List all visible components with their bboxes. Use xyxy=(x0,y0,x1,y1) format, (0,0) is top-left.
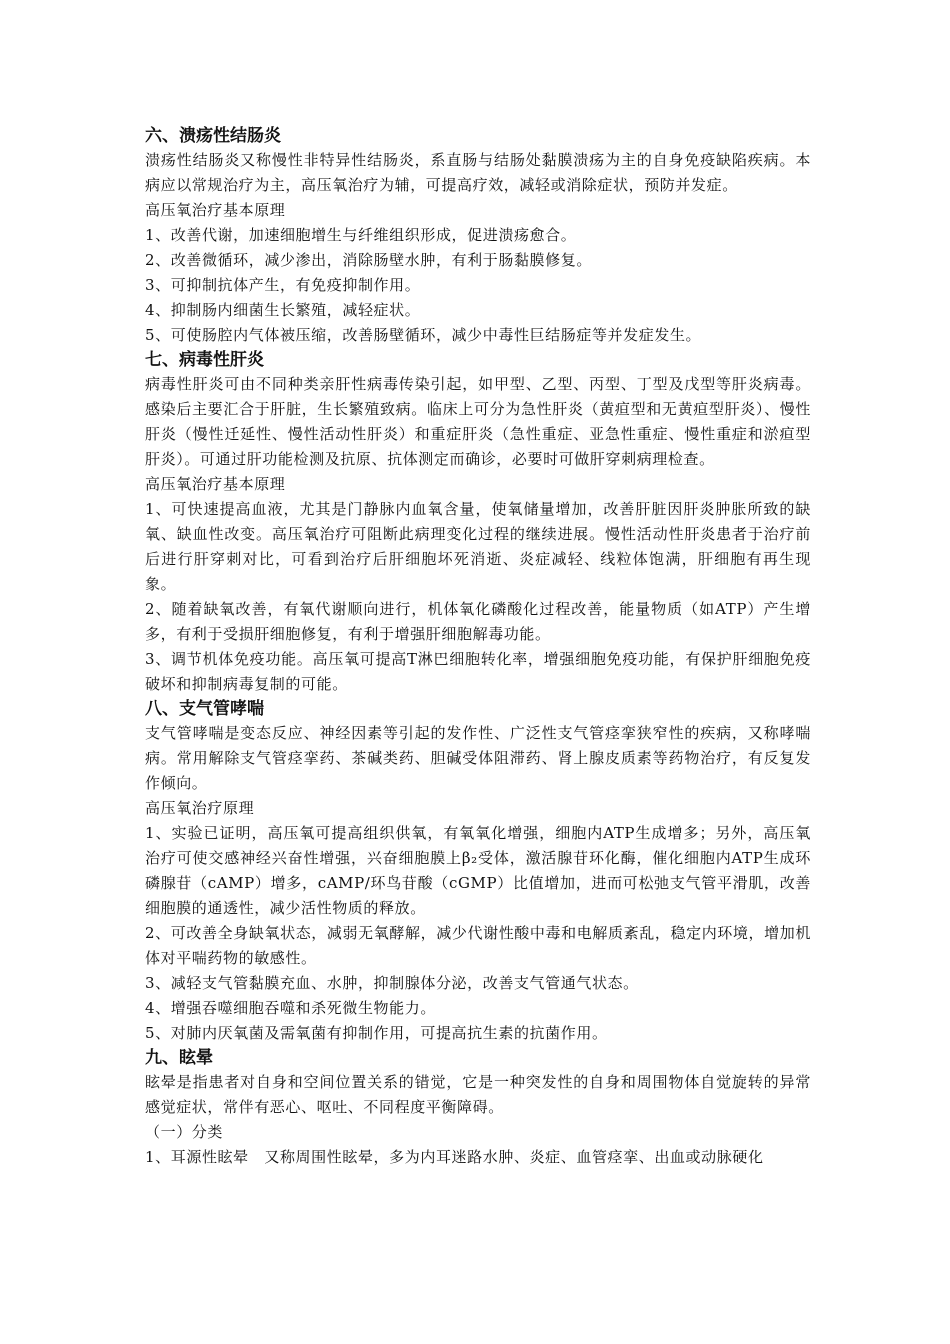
subheading: （一）分类 xyxy=(145,1123,224,1141)
document-page xyxy=(145,124,811,1170)
section-title: 六、溃疡性结肠炎 xyxy=(145,126,281,146)
list-item: 1、改善代谢，加速细胞增生与纤维组织形成，促进溃疡愈合。 xyxy=(145,226,577,244)
list-item: 1、实验已证明，高压氧可提高组织供氧，有氧氧化增强，细胞内ATP生成增多；另外，高压氧治疗可使交感神经兴奋性增强，兴奋细胞膜上β₂受体，激活腺苷环化酶，催化细胞内ATP生成环磷腺苷（cAMP）增多，cAMP/环鸟苷酸（cGMP）比值增加，进而可松弛支气管平滑肌，改善细胞膜的通透性，减少活性物质的释放。 xyxy=(145,824,811,917)
list-item: 1、可快速提高血液，尤其是门静脉内血氧含量，使氧储量增加，改善肝脏因肝炎肿胀所致的缺氧、缺血性改变。高压氧治疗可阻断此病理变化过程的继续进展。慢性活动性肝炎患者于治疗前后进行肝穿刺对比，可看到治疗后肝细胞坏死消逝、炎症减轻、线粒体饱满，肝细胞有再生现象。 xyxy=(145,500,811,593)
section-intro: 病毒性肝炎可由不同种类亲肝性病毒传染引起，如甲型、乙型、丙型、丁型及戊型等肝炎病毒。感染后主要汇合于肝脏，生长繁殖致病。临床上可分为急性肝炎（黄疸型和无黄疸型肝炎）、慢性肝炎（慢性迁延性、慢性活动性肝炎）和重症肝炎（急性重症、亚急性重症、慢性重症和淤疸型肝炎）。可通过肝功能检测及抗原、抗体测定而确诊，必要时可做肝穿刺病理检查。 xyxy=(145,375,811,468)
section-title: 八、支气管哮喘 xyxy=(145,699,264,719)
section-viral-hepatitis xyxy=(145,348,811,697)
list-item: 1、耳源性眩晕 又称周围性眩晕，多为内耳迷路水肿、炎症、血管痉挛、出血或动脉硬化 xyxy=(145,1148,764,1166)
section-ulcerative-colitis xyxy=(145,124,811,348)
section-vertigo xyxy=(145,1046,811,1170)
list-item: 4、增强吞噬细胞吞噬和杀死微生物能力。 xyxy=(145,999,436,1017)
section-title: 七、病毒性肝炎 xyxy=(145,350,264,370)
list-item: 4、抑制肠内细菌生长繁殖，减轻症状。 xyxy=(145,301,421,319)
section-intro: 眩晕是指患者对自身和空间位置关系的错觉，它是一种突发性的自身和周围物体自觉旋转的异常感觉症状，常伴有恶心、呕吐、不同程度平衡障碍。 xyxy=(145,1073,811,1116)
subheading: 高压氧治疗基本原理 xyxy=(145,475,286,493)
list-item: 3、减轻支气管黏膜充血、水肿，抑制腺体分泌，改善支气管通气状态。 xyxy=(145,974,639,992)
list-item: 2、随着缺氧改善，有氧代谢顺向进行，机体氧化磷酸化过程改善，能量物质（如ATP）产生增多，有利于受损肝细胞修复，有利于增强肝细胞解毒功能。 xyxy=(145,600,811,643)
subheading: 高压氧治疗原理 xyxy=(145,799,255,817)
subheading: 高压氧治疗基本原理 xyxy=(145,201,286,219)
list-item: 3、调节机体免疫功能。高压氧可提高T淋巴细胞转化率，增强细胞免疫功能，有保护肝细胞免疫破坏和抑制病毒复制的可能。 xyxy=(145,650,811,693)
list-item: 5、对肺内厌氧菌及需氧菌有抑制作用，可提高抗生素的抗菌作用。 xyxy=(145,1024,608,1042)
section-bronchial-asthma xyxy=(145,697,811,1046)
list-item: 2、改善微循环，减少渗出，消除肠壁水肿，有利于肠黏膜修复。 xyxy=(145,251,592,269)
section-intro: 溃疡性结肠炎又称慢性非特异性结肠炎，系直肠与结肠处黏膜溃疡为主的自身免疫缺陷疾病。本病应以常规治疗为主，高压氧治疗为辅，可提高疗效，减轻或消除症状，预防并发症。 xyxy=(145,151,811,194)
list-item: 5、可使肠腔内气体被压缩，改善肠壁循环，减少中毒性巨结肠症等并发症发生。 xyxy=(145,326,702,344)
section-intro: 支气管哮喘是变态反应、神经因素等引起的发作性、广泛性支气管痉挛狭窄性的疾病，又称哮喘病。常用解除支气管痉挛药、茶碱类药、胆碱受体阻滞药、肾上腺皮质素等药物治疗，有反复发作倾向。 xyxy=(145,724,811,792)
list-item: 3、可抑制抗体产生，有免疫抑制作用。 xyxy=(145,276,421,294)
section-title: 九、眩晕 xyxy=(145,1048,213,1068)
list-item: 2、可改善全身缺氧状态，减弱无氧酵解，减少代谢性酸中毒和电解质紊乱，稳定内环境，增加机体对平喘药物的敏感性。 xyxy=(145,924,811,967)
